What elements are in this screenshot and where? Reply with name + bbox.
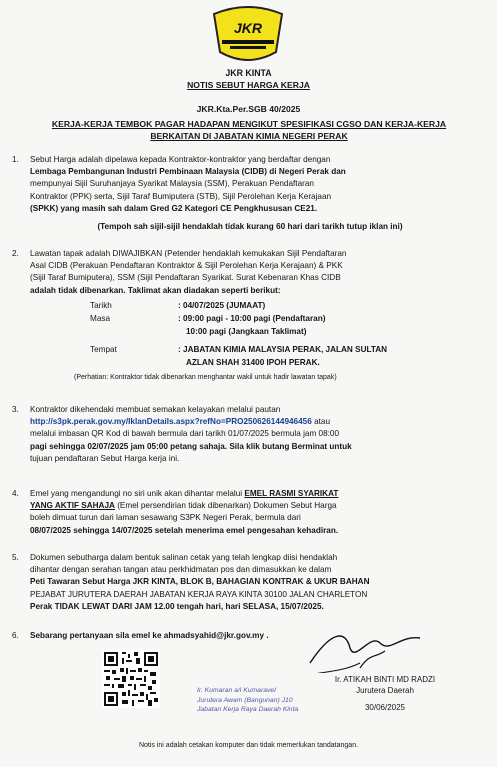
item-line: Lawatan tapak adalah DIWAJIBKAN (Petender hendaklah kemukakan Sijil Pendaftaran (30, 249, 347, 258)
work-title (18, 118, 480, 142)
item-line: 08/07/2025 sehingga 14/07/2025 setelah menerima emel pengesahan kehadiran. (30, 525, 339, 535)
item-number: 3. (12, 405, 19, 414)
tarikh-text: 04/07/2025 (JUMAAT) (183, 301, 266, 310)
tempat-value: : JABATAN KIMIA MALAYSIA PERAK, JALAN SULTAN (178, 345, 388, 354)
footer-note: Notis ini adalah cetakan komputer dan tidak memerlukan tandatangan. (138, 742, 359, 749)
item-line: tujuan pendaftaran Sebut Harga kerja ini. (30, 453, 180, 463)
qr-code[interactable] (102, 650, 160, 708)
tempat-text-1: JABATAN KIMIA MALAYSIA PERAK, JALAN SULTAN (183, 345, 388, 354)
item-line: Lembaga Pembangunan Industri Pembinaan Malaysia (CIDB) di Negeri Perak dan (30, 167, 346, 177)
item-4-text: Emel yang mengandungi no siri unik akan dihantar melalui (30, 489, 243, 498)
item-note: (Tempoh sah sijil-sijil hendaklah tidak kurang 60 hari dari tarikh tutup iklan ini) (97, 222, 403, 232)
tempat-text-2: AZLAN SHAH 31400 IPOH PERAK. (186, 358, 320, 367)
signatory-title: Jurutera Daerah (356, 686, 414, 695)
item-line: Perak TIDAK LEWAT DARI JAM 12.00 tengah hari, hari SELASA, 15/07/2025. (30, 601, 324, 611)
item-line: adalah tidak dibenarkan. Taklimat akan diadakan seperti berikut: (30, 285, 281, 295)
item-5 (12, 552, 470, 613)
item-line: boleh dimuat turun dari laman sesawang S3PK Negeri Perak, bermula dari (30, 513, 301, 523)
jkr-logo (210, 6, 286, 64)
item-line (30, 488, 470, 500)
org-name: JKR KINTA (225, 68, 272, 78)
item-4 (12, 488, 470, 537)
stamp-line: Jabatan Kerja Raya Daerah Kinta (197, 706, 299, 713)
item-line (30, 416, 470, 428)
item-line: Kontraktor (PPK) serta, Sijil Taraf Bumiputera (STB), Sijil Perolehan Kerja Kerajaan (30, 191, 332, 201)
item-line: Dokumen sebutharga dalam bentuk salinan cetak yang telah lengkap diisi hendaklah (30, 553, 338, 562)
link-after: atau (314, 417, 330, 427)
work-title-line2: BERKAITAN DI JABATAN KIMIA NEGERI PERAK (150, 131, 348, 141)
signatory-name: Ir. ATIKAH BINTI MD RADZI (334, 675, 436, 684)
item-line: pagi sehingga 02/07/2025 jam 05:00 petang sahaja. Sila klik butang Berminat untuk (30, 441, 352, 451)
s3pk-link[interactable]: http://s3pk.perak.gov.my/IklanDetails.aspx?refNo=PRO250626144946456 (30, 417, 312, 427)
official-email-note: EMEL RASMI SYARIKAT (244, 489, 339, 498)
item-number: 2. (12, 249, 19, 258)
masa-text-2: 10:00 pagi (Jangkaan Taklimat) (186, 327, 307, 336)
reference-number: JKR.Kta.Per.SGB 40/2025 (196, 104, 301, 114)
masa-label: Masa (90, 314, 111, 323)
item-number: 4. (12, 489, 19, 498)
item-1 (12, 154, 470, 233)
item-number: 1. (12, 155, 19, 164)
notice-title: NOTIS SEBUT HARGA KERJA (187, 80, 310, 90)
signature (300, 623, 440, 673)
item-number: 5. (12, 553, 19, 562)
tempat-label: Tempat (90, 345, 117, 354)
item-line: dihantar dengan serahan tangan atau perkhidmatan pos dan dimasukkan ke dalam (30, 565, 332, 575)
tarikh-label: Tarikh (90, 301, 112, 310)
item-line: melalui imbasan QR Kod di bawah bermula dari tarikh 01/07/2025 bermula jam 08:00 (30, 429, 340, 439)
item-2-note: (Perhatian: Kontraktor tidak dibenarkan menghantar wakil untuk hadir lawatan tapak) (74, 374, 337, 381)
tarikh-value: : 04/07/2025 (JUMAAT) (178, 301, 266, 310)
item-line: mempunyai Sijil Suruhanjaya Syarikat Malaysia (SSM), Perakuan Pendaftaran (30, 179, 314, 189)
item-line: Kontraktor dikehendaki membuat semakan kelayakan melalui pautan (30, 405, 281, 414)
item-line: Peti Tawaran Sebut Harga JKR KINTA, BLOK B, BAHAGIAN KONTRAK & UKUR BAHAN (30, 577, 370, 587)
masa-text-1: 09:00 pagi - 10:00 pagi (Pendaftaran) (183, 314, 326, 323)
item-number: 6. (12, 631, 19, 640)
item-line (30, 500, 470, 512)
active-only-note: YANG AKTIF SAHAJA (30, 501, 115, 511)
item-2 (12, 248, 470, 297)
officer-stamp (197, 686, 327, 715)
stamp-line: Ir. Kumaran a/l Kumaravel (197, 687, 276, 694)
item-line: Sebarang pertanyaan sila emel ke ahmadsyahid@jkr.gov.my . (30, 631, 269, 640)
signatory-date: 30/06/2025 (364, 703, 406, 712)
work-title-line1: KERJA-KERJA TEMBOK PAGAR HADAPAN MENGIKUT SPESIFIKASI CGSO DAN KERJA-KERJA (51, 119, 447, 129)
item-line: (SPKK) yang masih sah dalam Gred G2 Kategori CE Pengkhususan CE21. (30, 203, 318, 213)
item-3 (12, 404, 470, 465)
item-4-text: (Emel persendirian tidak dibenarkan) Dokumen Sebut Harga (117, 501, 337, 511)
item-line: Sebut Harga adalah dipelawa kepada Kontraktor-kontraktor yang berdaftar dengan (30, 155, 331, 164)
logo-text: JKR (233, 20, 263, 36)
item-line: PEJABAT JURUTERA DAERAH JABATAN KERJA RAYA KINTA 30100 JALAN CHARLETON (30, 589, 368, 599)
item-line: Asal CIDB (Perakuan Pendaftaran Kontraktor & Sijil Perolehan Kerja Kerajaan) & PKK (30, 261, 343, 271)
stamp-line: Jurutera Awam (Bangunan) J10 (197, 696, 293, 704)
item-line: (Sijil Taraf Bumiputera), SSM (Sijil Pendaftaran Syarikat. Surat Kebenaran Khas CIDB (30, 273, 341, 283)
masa-value: : 09:00 pagi - 10:00 pagi (Pendaftaran) (178, 314, 326, 323)
